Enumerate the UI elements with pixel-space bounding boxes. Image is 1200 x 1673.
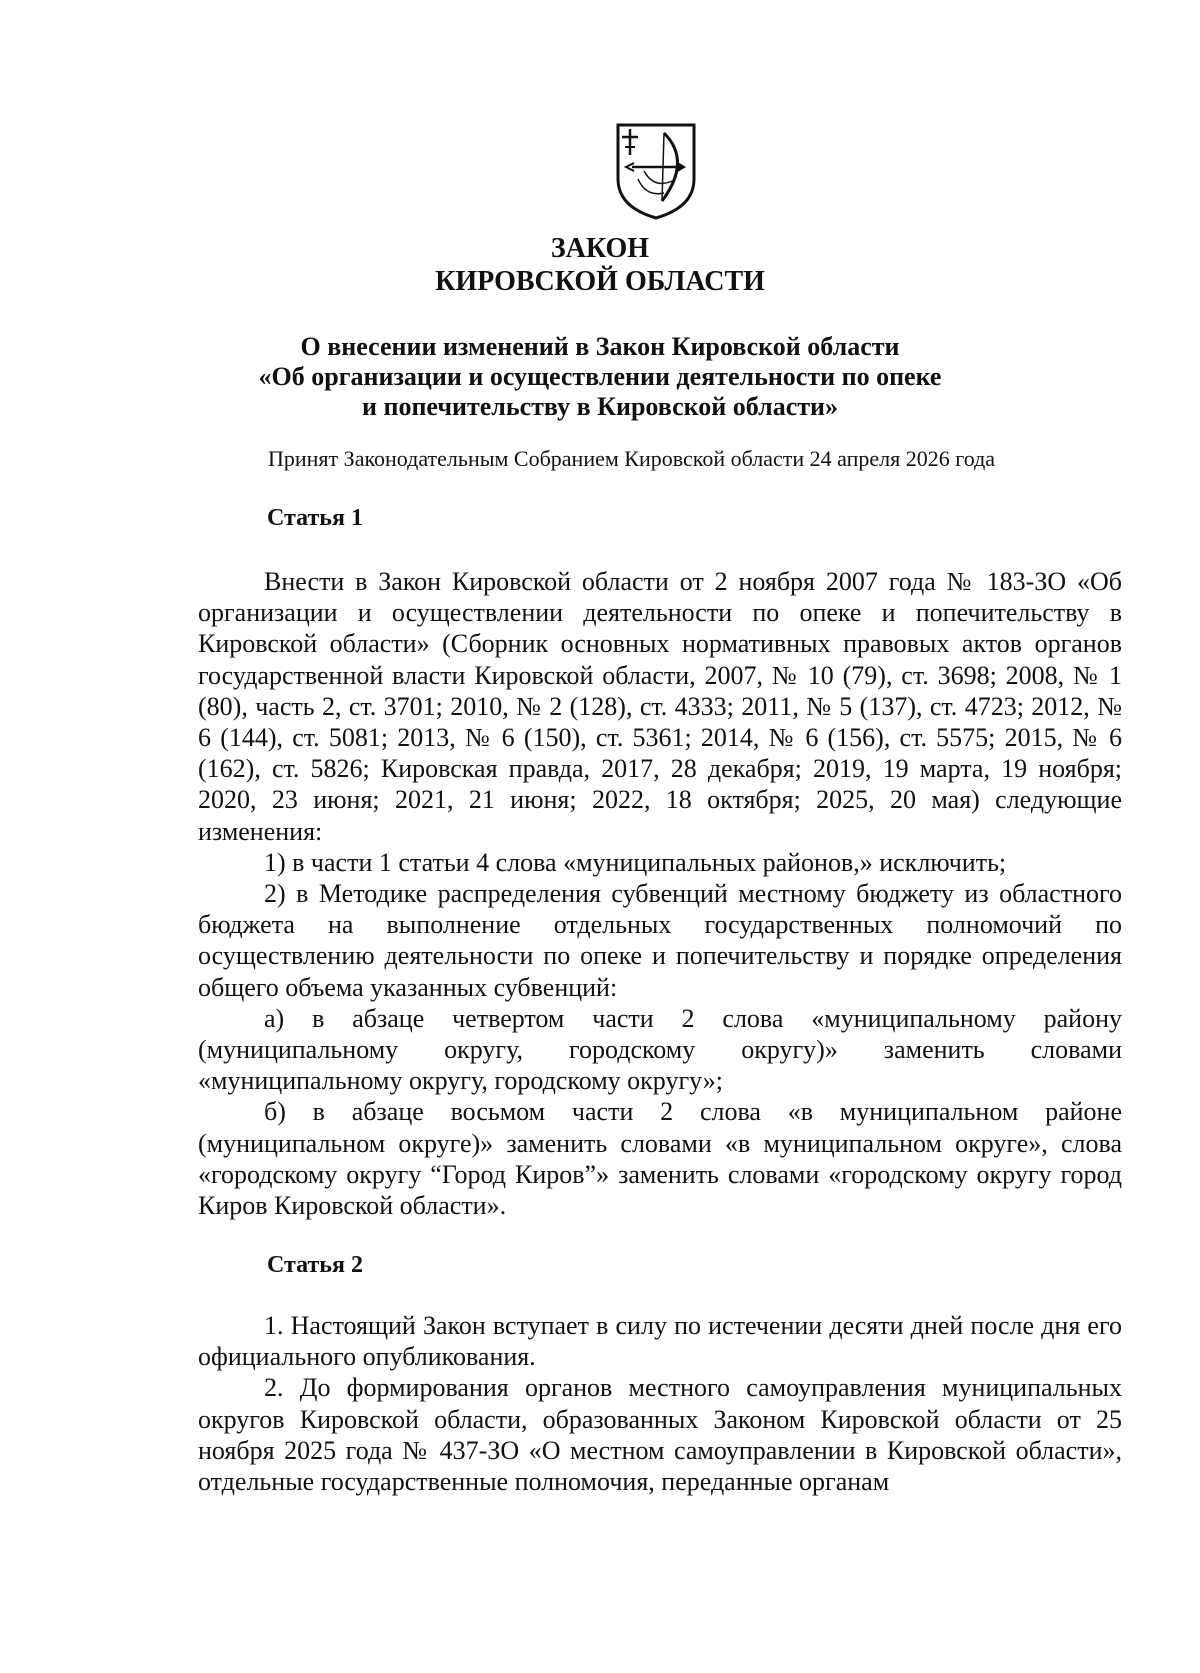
article-2-paragraph: 1. Настоящий Закон вступает в силу по истечении десяти дней после дня его официального опубликования. <box>198 1311 1122 1372</box>
article-2-paragraph: 2. До формирования органов местного самоуправления муниципальных округов Кировской области, образованных Законом Кировской области от 25 ноября 2025 года № 437-ЗО «О местном самоуправлении в Кировской области», отдельные государственные полномочия, переданные органам <box>198 1373 1122 1497</box>
law-subject-line-2: «Об организации и осуществлении деятельности по опеке <box>258 362 942 391</box>
law-subject <box>0 332 1200 422</box>
article-1-body <box>198 566 1122 1221</box>
adoption-note: Принят Законодательным Собранием Кировской области 24 апреля 2026 года <box>268 446 996 471</box>
kirov-coat-of-arms-icon <box>614 121 698 221</box>
article-2-body <box>198 1310 1122 1497</box>
article-1-heading: Статья 1 <box>267 505 363 531</box>
article-1-paragraph: а) в абзаце четвертом части 2 слова «муниципальному району (муниципальному округу, городскому округу)» заменить словами «муниципальному округу, городскому округу»; <box>198 1003 1122 1096</box>
law-subject-line-1: О внесении изменений в Закон Кировской области <box>300 332 900 361</box>
law-title-line-1: ЗАКОН <box>550 233 650 264</box>
article-1-paragraph: 2) в Методике распределения субвенций местному бюджету из областного бюджета на выполнение отдельных государственных полномочий по осуществлению деятельности по опеке и попечительству и порядке определения общего объема указанных субвенций: <box>198 879 1122 1002</box>
law-title <box>0 232 1200 298</box>
article-1-paragraph: 1) в части 1 статьи 4 слова «муниципальных районов,» исключить; <box>264 847 1007 877</box>
article-1-paragraph: б) в абзаце восьмом части 2 слова «в муниципальном районе (муниципальном округе)» заменить словами «в муниципальном округе», слова «городскому округу “Город Киров”» заменить словами «городскому округу город Киров Кировской области». <box>198 1097 1122 1221</box>
law-subject-line-3: и попечительству в Кировской области» <box>361 392 839 421</box>
article-2-heading: Статья 2 <box>267 1252 363 1278</box>
law-title-line-2: КИРОВСКОЙ ОБЛАСТИ <box>435 266 765 297</box>
article-1-paragraph: Внести в Закон Кировской области от 2 ноября 2007 года № 183-ЗО «Об организации и осуществлении деятельности по опеке и попечительству в Кировской области» (Сборник основных нормативных правовых актов органов государственной власти Кировской области, 2007, № 10 (79), ст. 3698; 2008, № 1 (80), часть 2, ст. 3701; 2010, № 2 (128), ст. 4333; 2011, № 5 (137), ст. 4723; 2012, № 6 (144), ст. 5081; 2013, № 6 (150), ст. 5361; 2014, № 6 (156), ст. 5575; 2015, № 6 (162), ст. 5826; Кировская правда, 2017, 28 декабря; 2019, 19 марта, 19 ноября; 2020, 23 июня; 2021, 21 июня; 2022, 18 октября; 2025, 20 мая) следующие изменения: <box>198 567 1122 846</box>
